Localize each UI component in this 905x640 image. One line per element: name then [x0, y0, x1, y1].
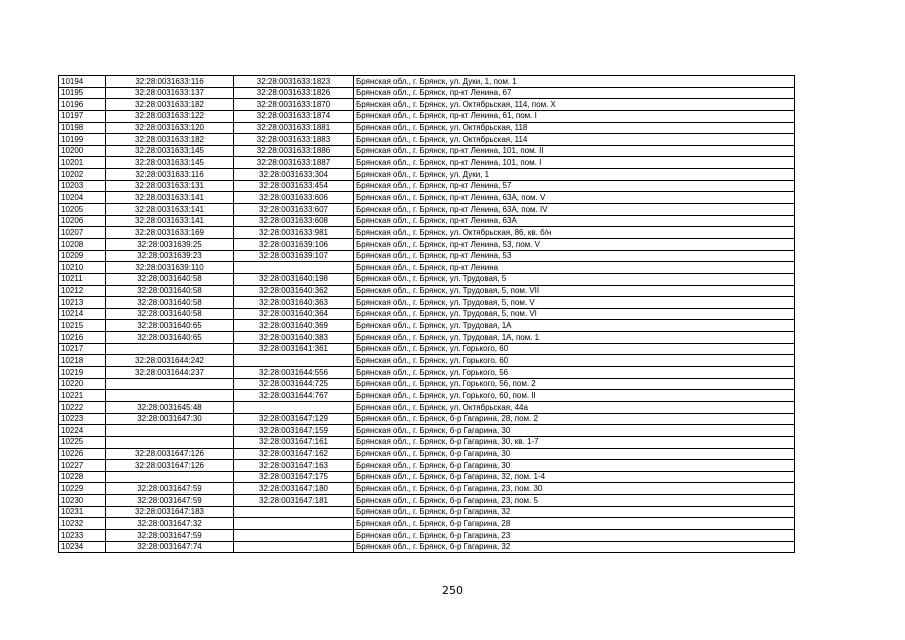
land-cadastral-number-cell: 32:28:0031644:242 — [106, 355, 234, 367]
address-cell: Брянская обл., г. Брянск, пр-кт Ленина, 53 — [354, 250, 795, 262]
address-cell: Брянская обл., г. Брянск, б-р Гагарина, 30 — [354, 448, 795, 460]
object-cadastral-number-cell: 32:28:0031633:304 — [234, 169, 354, 181]
land-cadastral-number-cell: 32:28:0031633:116 — [106, 169, 234, 181]
row-number-cell: 10230 — [59, 495, 106, 507]
land-cadastral-number-cell: 32:28:0031645:48 — [106, 401, 234, 413]
address-cell: Брянская обл., г. Брянск, ул. Горького, 60 — [354, 343, 795, 355]
row-number-cell: 10197 — [59, 110, 106, 122]
object-cadastral-number-cell: 32:28:0031640:364 — [234, 308, 354, 320]
object-cadastral-number-cell: 32:28:0031639:107 — [234, 250, 354, 262]
object-cadastral-number-cell: 32:28:0031647:129 — [234, 413, 354, 425]
object-cadastral-number-cell: 32:28:0031647:180 — [234, 483, 354, 495]
land-cadastral-number-cell: 32:28:0031647:32 — [106, 518, 234, 530]
row-number-cell: 10210 — [59, 262, 106, 274]
row-number-cell: 10227 — [59, 460, 106, 472]
table-row — [59, 378, 795, 390]
address-cell: Брянская обл., г. Брянск, ул. Горького, 56 — [354, 367, 795, 379]
land-cadastral-number-cell: 32:28:0031633:122 — [106, 110, 234, 122]
table-row — [59, 250, 795, 262]
row-number-cell: 10199 — [59, 134, 106, 146]
address-cell: Брянская обл., г. Брянск, ул. Дуки, 1, пом. 1 — [354, 76, 795, 88]
table-row — [59, 332, 795, 344]
table-row — [59, 169, 795, 181]
row-number-cell: 10206 — [59, 215, 106, 227]
object-cadastral-number-cell: 32:28:0031647:163 — [234, 460, 354, 472]
land-cadastral-number-cell — [106, 378, 234, 390]
object-cadastral-number-cell — [234, 518, 354, 530]
land-cadastral-number-cell: 32:28:0031633:169 — [106, 227, 234, 239]
row-number-cell: 10201 — [59, 157, 106, 169]
land-cadastral-number-cell: 32:28:0031640:58 — [106, 273, 234, 285]
table-row — [59, 483, 795, 495]
address-cell: Брянская обл., г. Брянск, пр-кт Ленина, 101, пом. II — [354, 145, 795, 157]
land-cadastral-number-cell: 32:28:0031647:126 — [106, 460, 234, 472]
row-number-cell: 10224 — [59, 425, 106, 437]
row-number-cell: 10234 — [59, 541, 106, 553]
cadastral-table — [58, 75, 795, 553]
table-row — [59, 495, 795, 507]
table-row — [59, 157, 795, 169]
table-row — [59, 204, 795, 216]
land-cadastral-number-cell: 32:28:0031640:58 — [106, 297, 234, 309]
object-cadastral-number-cell: 32:28:0031644:767 — [234, 390, 354, 402]
address-cell: Брянская обл., г. Брянск, б-р Гагарина, 23, пом. 5 — [354, 495, 795, 507]
object-cadastral-number-cell: 32:28:0031644:725 — [234, 378, 354, 390]
row-number-cell: 10198 — [59, 122, 106, 134]
object-cadastral-number-cell: 32:28:0031633:1887 — [234, 157, 354, 169]
row-number-cell: 10215 — [59, 320, 106, 332]
table-row — [59, 390, 795, 402]
object-cadastral-number-cell: 32:28:0031633:608 — [234, 215, 354, 227]
land-cadastral-number-cell: 32:28:0031640:58 — [106, 285, 234, 297]
object-cadastral-number-cell: 32:28:0031647:161 — [234, 436, 354, 448]
land-cadastral-number-cell — [106, 425, 234, 437]
object-cadastral-number-cell: 32:28:0031633:1886 — [234, 145, 354, 157]
address-cell: Брянская обл., г. Брянск, ул. Горького, 60 — [354, 355, 795, 367]
row-number-cell: 10205 — [59, 204, 106, 216]
address-cell: Брянская обл., г. Брянск, ул. Октябрьская, 114 — [354, 134, 795, 146]
table-row — [59, 227, 795, 239]
object-cadastral-number-cell: 32:28:0031647:181 — [234, 495, 354, 507]
object-cadastral-number-cell: 32:28:0031647:162 — [234, 448, 354, 460]
land-cadastral-number-cell: 32:28:0031640:65 — [106, 320, 234, 332]
row-number-cell: 10209 — [59, 250, 106, 262]
table-row — [59, 110, 795, 122]
address-cell: Брянская обл., г. Брянск, ул. Октябрьская, 114, пом. X — [354, 99, 795, 111]
address-cell: Брянская обл., г. Брянск, б-р Гагарина, 28, пом. 2 — [354, 413, 795, 425]
table-row — [59, 297, 795, 309]
land-cadastral-number-cell: 32:28:0031644:237 — [106, 367, 234, 379]
row-number-cell: 10223 — [59, 413, 106, 425]
table-row — [59, 76, 795, 88]
table-row — [59, 238, 795, 250]
land-cadastral-number-cell — [106, 471, 234, 483]
row-number-cell: 10211 — [59, 273, 106, 285]
land-cadastral-number-cell: 32:28:0031633:141 — [106, 192, 234, 204]
land-cadastral-number-cell: 32:28:0031633:145 — [106, 145, 234, 157]
row-number-cell: 10218 — [59, 355, 106, 367]
address-cell: Брянская обл., г. Брянск, б-р Гагарина, 32 — [354, 506, 795, 518]
address-cell: Брянская обл., г. Брянск, б-р Гагарина, 32, пом. 1-4 — [354, 471, 795, 483]
object-cadastral-number-cell: 32:28:0031633:1870 — [234, 99, 354, 111]
land-cadastral-number-cell: 32:28:0031633:131 — [106, 180, 234, 192]
land-cadastral-number-cell — [106, 436, 234, 448]
land-cadastral-number-cell: 32:28:0031633:141 — [106, 215, 234, 227]
row-number-cell: 10207 — [59, 227, 106, 239]
row-number-cell: 10229 — [59, 483, 106, 495]
table-row — [59, 145, 795, 157]
land-cadastral-number-cell: 32:28:0031633:182 — [106, 134, 234, 146]
row-number-cell: 10219 — [59, 367, 106, 379]
land-cadastral-number-cell: 32:28:0031647:59 — [106, 529, 234, 541]
address-cell: Брянская обл., г. Брянск, пр-кт Ленина, 53, пом. V — [354, 238, 795, 250]
land-cadastral-number-cell — [106, 343, 234, 355]
land-cadastral-number-cell: 32:28:0031640:65 — [106, 332, 234, 344]
address-cell: Брянская обл., г. Брянск, ул. Октябрьская, 118 — [354, 122, 795, 134]
object-cadastral-number-cell: 32:28:0031640:369 — [234, 320, 354, 332]
address-cell: Брянская обл., г. Брянск, б-р Гагарина, 30 — [354, 460, 795, 472]
object-cadastral-number-cell: 32:28:0031647:175 — [234, 471, 354, 483]
land-cadastral-number-cell — [106, 390, 234, 402]
table-row — [59, 262, 795, 274]
object-cadastral-number-cell: 32:28:0031640:362 — [234, 285, 354, 297]
row-number-cell: 10222 — [59, 401, 106, 413]
object-cadastral-number-cell: 32:28:0031640:198 — [234, 273, 354, 285]
address-cell: Брянская обл., г. Брянск, пр-кт Ленина, 67 — [354, 87, 795, 99]
row-number-cell: 10220 — [59, 378, 106, 390]
land-cadastral-number-cell: 32:28:0031633:116 — [106, 76, 234, 88]
address-cell: Брянская обл., г. Брянск, б-р Гагарина, 23 — [354, 529, 795, 541]
table-row — [59, 320, 795, 332]
table-row — [59, 308, 795, 320]
object-cadastral-number-cell: 32:28:0031641:361 — [234, 343, 354, 355]
row-number-cell: 10221 — [59, 390, 106, 402]
address-cell: Брянская обл., г. Брянск, б-р Гагарина, 30 — [354, 425, 795, 437]
table-row — [59, 355, 795, 367]
table-row — [59, 460, 795, 472]
object-cadastral-number-cell: 32:28:0031633:1881 — [234, 122, 354, 134]
land-cadastral-number-cell: 32:28:0031647:30 — [106, 413, 234, 425]
address-cell: Брянская обл., г. Брянск, ул. Трудовая, 5, пом. VI — [354, 308, 795, 320]
object-cadastral-number-cell: 32:28:0031633:1826 — [234, 87, 354, 99]
row-number-cell: 10232 — [59, 518, 106, 530]
table-row — [59, 471, 795, 483]
row-number-cell: 10216 — [59, 332, 106, 344]
object-cadastral-number-cell: 32:28:0031633:1883 — [234, 134, 354, 146]
table-row — [59, 541, 795, 553]
address-cell: Брянская обл., г. Брянск, ул. Трудовая, 5, пом. VII — [354, 285, 795, 297]
row-number-cell: 10212 — [59, 285, 106, 297]
object-cadastral-number-cell: 32:28:0031644:556 — [234, 367, 354, 379]
row-number-cell: 10213 — [59, 297, 106, 309]
land-cadastral-number-cell: 32:28:0031633:141 — [106, 204, 234, 216]
object-cadastral-number-cell: 32:28:0031640:363 — [234, 297, 354, 309]
land-cadastral-number-cell: 32:28:0031633:120 — [106, 122, 234, 134]
land-cadastral-number-cell: 32:28:0031639:23 — [106, 250, 234, 262]
table-row — [59, 506, 795, 518]
table-row — [59, 285, 795, 297]
table-row — [59, 134, 795, 146]
row-number-cell: 10195 — [59, 87, 106, 99]
address-cell: Брянская обл., г. Брянск, б-р Гагарина, 32 — [354, 541, 795, 553]
row-number-cell: 10233 — [59, 529, 106, 541]
row-number-cell: 10204 — [59, 192, 106, 204]
address-cell: Брянская обл., г. Брянск, ул. Горького, 56, пом. 2 — [354, 378, 795, 390]
row-number-cell: 10214 — [59, 308, 106, 320]
row-number-cell: 10226 — [59, 448, 106, 460]
table-row — [59, 436, 795, 448]
object-cadastral-number-cell: 32:28:0031633:607 — [234, 204, 354, 216]
address-cell: Брянская обл., г. Брянск, ул. Трудовая, 1А, пом. 1 — [354, 332, 795, 344]
object-cadastral-number-cell: 32:28:0031633:606 — [234, 192, 354, 204]
object-cadastral-number-cell — [234, 506, 354, 518]
address-cell: Брянская обл., г. Брянск, пр-кт Ленина — [354, 262, 795, 274]
land-cadastral-number-cell: 32:28:0031639:25 — [106, 238, 234, 250]
object-cadastral-number-cell — [234, 529, 354, 541]
row-number-cell: 10208 — [59, 238, 106, 250]
address-cell: Брянская обл., г. Брянск, ул. Горького, 60, пом. II — [354, 390, 795, 402]
land-cadastral-number-cell: 32:28:0031647:126 — [106, 448, 234, 460]
land-cadastral-number-cell: 32:28:0031633:145 — [106, 157, 234, 169]
row-number-cell: 10217 — [59, 343, 106, 355]
row-number-cell: 10194 — [59, 76, 106, 88]
address-cell: Брянская обл., г. Брянск, ул. Октябрьская, 86, кв. б/н — [354, 227, 795, 239]
page-number: 250 — [442, 584, 463, 597]
land-cadastral-number-cell: 32:28:0031640:58 — [106, 308, 234, 320]
table-row — [59, 192, 795, 204]
table-row — [59, 180, 795, 192]
land-cadastral-number-cell: 32:28:0031647:183 — [106, 506, 234, 518]
address-cell: Брянская обл., г. Брянск, пр-кт Ленина, 57 — [354, 180, 795, 192]
row-number-cell: 10200 — [59, 145, 106, 157]
row-number-cell: 10225 — [59, 436, 106, 448]
object-cadastral-number-cell: 32:28:0031633:981 — [234, 227, 354, 239]
object-cadastral-number-cell: 32:28:0031633:454 — [234, 180, 354, 192]
object-cadastral-number-cell — [234, 541, 354, 553]
object-cadastral-number-cell: 32:28:0031640:383 — [234, 332, 354, 344]
row-number-cell: 10231 — [59, 506, 106, 518]
table-row — [59, 343, 795, 355]
land-cadastral-number-cell: 32:28:0031633:182 — [106, 99, 234, 111]
table-row — [59, 215, 795, 227]
object-cadastral-number-cell — [234, 355, 354, 367]
address-cell: Брянская обл., г. Брянск, ул. Трудовая, 1А — [354, 320, 795, 332]
address-cell: Брянская обл., г. Брянск, пр-кт Ленина, 63А, пом. IV — [354, 204, 795, 216]
address-cell: Брянская обл., г. Брянск, пр-кт Ленина, 101, пом. I — [354, 157, 795, 169]
row-number-cell: 10228 — [59, 471, 106, 483]
table-row — [59, 401, 795, 413]
table-row — [59, 367, 795, 379]
object-cadastral-number-cell: 32:28:0031633:1874 — [234, 110, 354, 122]
land-cadastral-number-cell: 32:28:0031647:59 — [106, 495, 234, 507]
address-cell: Брянская обл., г. Брянск, пр-кт Ленина, 61, пом. I — [354, 110, 795, 122]
object-cadastral-number-cell — [234, 262, 354, 274]
table-row — [59, 413, 795, 425]
land-cadastral-number-cell: 32:28:0031639:110 — [106, 262, 234, 274]
row-number-cell: 10202 — [59, 169, 106, 181]
table-row — [59, 273, 795, 285]
land-cadastral-number-cell: 32:28:0031647:74 — [106, 541, 234, 553]
table-row — [59, 448, 795, 460]
land-cadastral-number-cell: 32:28:0031633:137 — [106, 87, 234, 99]
address-cell: Брянская обл., г. Брянск, пр-кт Ленина, 63А — [354, 215, 795, 227]
object-cadastral-number-cell: 32:28:0031639:106 — [234, 238, 354, 250]
address-cell: Брянская обл., г. Брянск, б-р Гагарина, 28 — [354, 518, 795, 530]
address-cell: Брянская обл., г. Брянск, ул. Трудовая, 5 — [354, 273, 795, 285]
table-row — [59, 529, 795, 541]
table-row — [59, 425, 795, 437]
address-cell: Брянская обл., г. Брянск, ул. Дуки, 1 — [354, 169, 795, 181]
address-cell: Брянская обл., г. Брянск, ул. Октябрьская, 44а — [354, 401, 795, 413]
object-cadastral-number-cell: 32:28:0031647:159 — [234, 425, 354, 437]
row-number-cell: 10203 — [59, 180, 106, 192]
table-row — [59, 87, 795, 99]
land-cadastral-number-cell: 32:28:0031647:59 — [106, 483, 234, 495]
address-cell: Брянская обл., г. Брянск, б-р Гагарина, 30, кв. 1-7 — [354, 436, 795, 448]
address-cell: Брянская обл., г. Брянск, б-р Гагарина, 23, пом. 30 — [354, 483, 795, 495]
table-row — [59, 99, 795, 111]
object-cadastral-number-cell — [234, 401, 354, 413]
row-number-cell: 10196 — [59, 99, 106, 111]
table-row — [59, 122, 795, 134]
address-cell: Брянская обл., г. Брянск, ул. Трудовая, 5, пом. V — [354, 297, 795, 309]
table-row — [59, 518, 795, 530]
address-cell: Брянская обл., г. Брянск, пр-кт Ленина, 63А, пом. V — [354, 192, 795, 204]
object-cadastral-number-cell: 32:28:0031633:1823 — [234, 76, 354, 88]
